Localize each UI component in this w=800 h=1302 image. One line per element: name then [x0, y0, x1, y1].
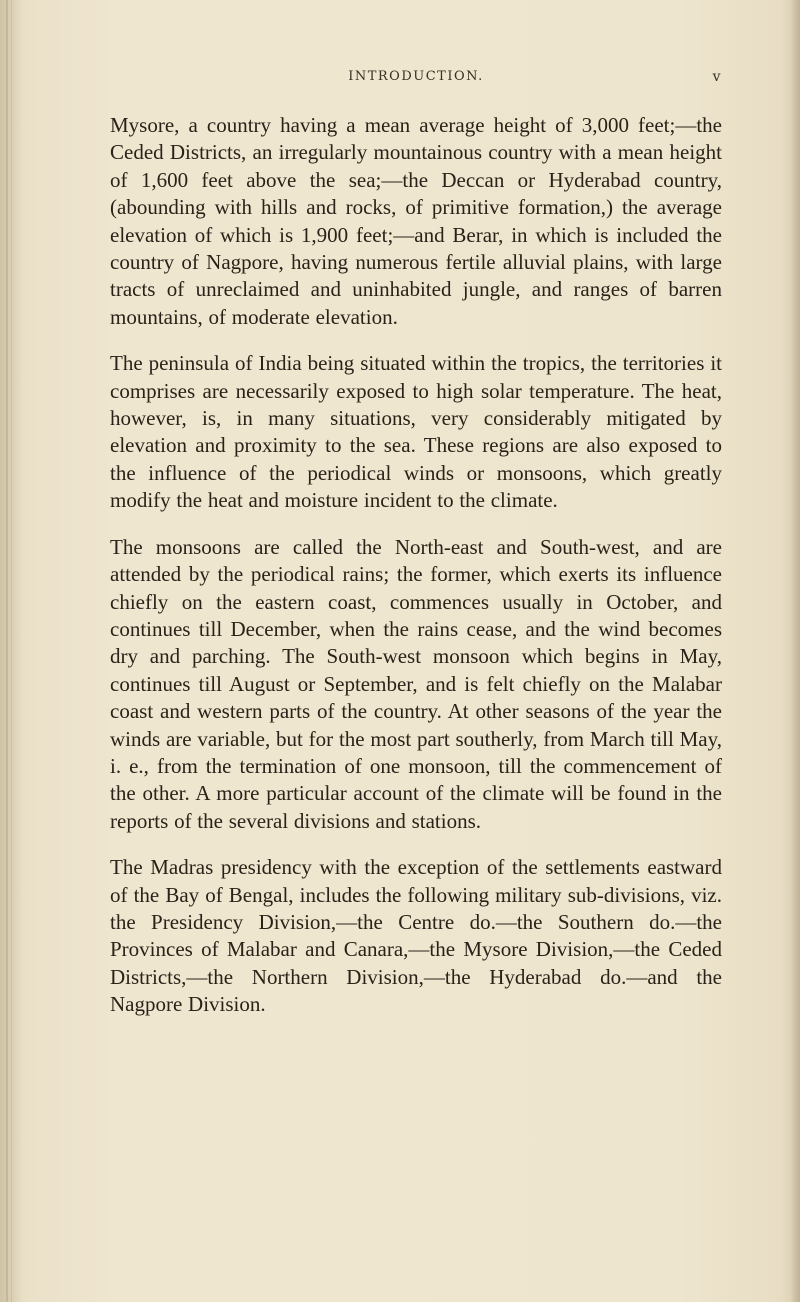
page-header [110, 64, 722, 88]
gutter-line [6, 0, 8, 1302]
page-number: v [712, 69, 722, 85]
paragraph-mysore: Mysore, a country having a mean average height of 3,000 feet;—the Ceded Districts, an irregularly mountainous country with a mean height of 1,600 feet above the sea;—the Deccan or Hyderabad country, (abounding with hills and rocks, of primitive formation,) the average elevation of which is 1,900 feet;—and Berar, in which is included the country of Nagpore, having numerous fertile alluvial plains, with large tracts of unreclaimed and uninhabited jungle, and ranges of barren mountains, of moderate elevation. [110, 113, 722, 329]
paragraph-monsoons: The monsoons are called the North-east and South-west, and are attended by the periodical rains; the former, which exerts its influence chiefly on the eastern coast, commences usually in October, and continues till December, when the rains cease, and the wind becomes dry and parching. The South-west monsoon which begins in May, continues till August or September, and is felt chiefly on the Malabar coast and western parts of the country. At other seasons of the year the winds are variable, but for the most part southerly, from March till May, i. e., from the termination of one monsoon, till the commencement of the other. A more particular account of the climate will be found in the reports of the several divisions and stations. [110, 534, 722, 833]
body-text [110, 112, 722, 1038]
gutter-line [11, 0, 12, 1302]
binding-gutter [0, 0, 22, 1302]
running-title: INTRODUCTION. [348, 69, 484, 84]
page-edge [790, 0, 800, 1302]
paragraph-madras-presidency: The Madras presidency with the exception of the settlements eastward of the Bay of Bengal, includes the following military sub-divisions, viz. the Presidency Division,—the Centre do.—the Southern do.—the Provinces of Malabar and Canara,—the Mysore Division,—the Ceded Districts,—the Northern Division,—the Hyderabad do.—and the Nagpore Division. [110, 855, 722, 1017]
paragraph-peninsula: The peninsula of India being situated within the tropics, the territories it comprises are necessarily exposed to high solar temperature. The heat, however, is, in many situations, very considerably mitigated by elevation and proximity to the sea. These regions are also exposed to the influence of the periodical winds or monsoons, which greatly modify the heat and moisture incident to the climate. [110, 351, 722, 513]
